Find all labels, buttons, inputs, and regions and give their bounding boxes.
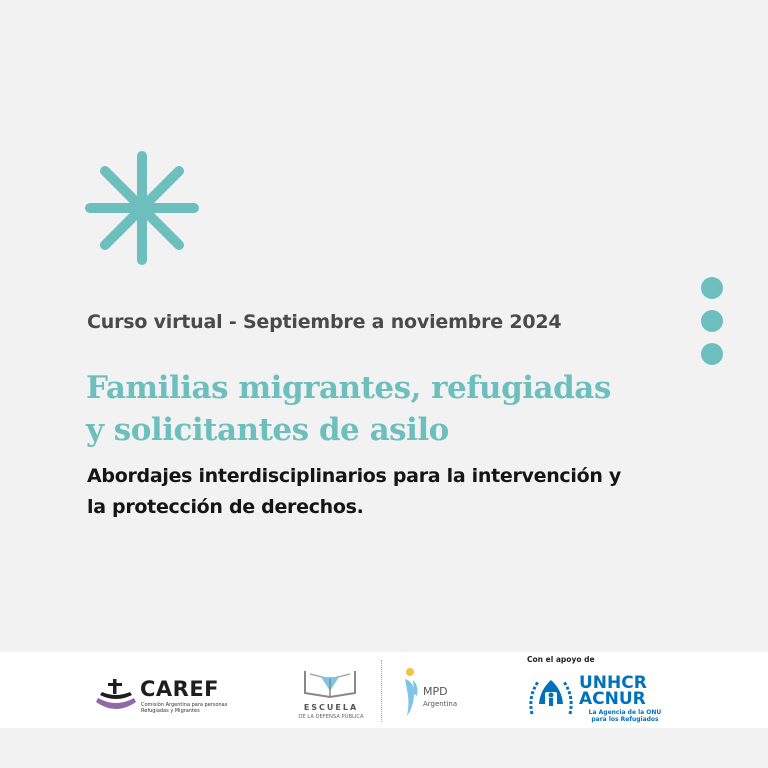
acnur-name: ACNUR: [579, 689, 646, 709]
unhcr-name: UNHCR: [579, 673, 647, 693]
course-description: [87, 461, 687, 523]
course-description-line: la protección de derechos.: [87, 496, 364, 518]
three-dots-icon: [701, 277, 723, 376]
course-description-line: Abordajes interdisciplinarios para la intervención y: [87, 465, 621, 487]
course-subtitle: Curso virtual - Septiembre a noviembre 2024: [87, 311, 562, 333]
caref-name: CAREF: [140, 677, 220, 701]
mpd-name: MPD: [423, 685, 448, 698]
course-title: [86, 367, 706, 451]
dot: [701, 310, 723, 332]
support-label: Con el apoyo de: [527, 655, 595, 664]
dot: [701, 277, 723, 299]
logo-divider: [381, 660, 382, 722]
course-title-line: y solicitantes de asilo: [86, 412, 449, 448]
escuela-logo: [293, 667, 369, 725]
caref-tagline: Comisión Argentina para personas Refugiadas y Migrantes: [141, 702, 228, 714]
unhcr-tagline: La Agencia de la ONU para los Refugiados: [588, 709, 662, 723]
asterisk-icon: [84, 150, 200, 266]
partner-logos-footer: [0, 652, 768, 728]
unhcr-logo: [526, 674, 666, 726]
bottom-strip: [0, 728, 768, 768]
course-title-line: Familias migrantes, refugiadas: [86, 370, 611, 406]
unhcr-emblem-icon: [526, 674, 576, 720]
mpd-figure-icon: [401, 666, 423, 718]
caref-logo: [94, 676, 244, 720]
caref-boat-icon: [94, 676, 138, 716]
dot: [701, 343, 723, 365]
mpd-logo: [401, 666, 471, 718]
open-book-icon: [299, 667, 361, 699]
escuela-subtitle: DE LA DEFENSA PÚBLICA: [298, 714, 364, 720]
mpd-subtitle: Argentina: [423, 700, 458, 708]
escuela-name: ESCUELA: [303, 703, 359, 712]
